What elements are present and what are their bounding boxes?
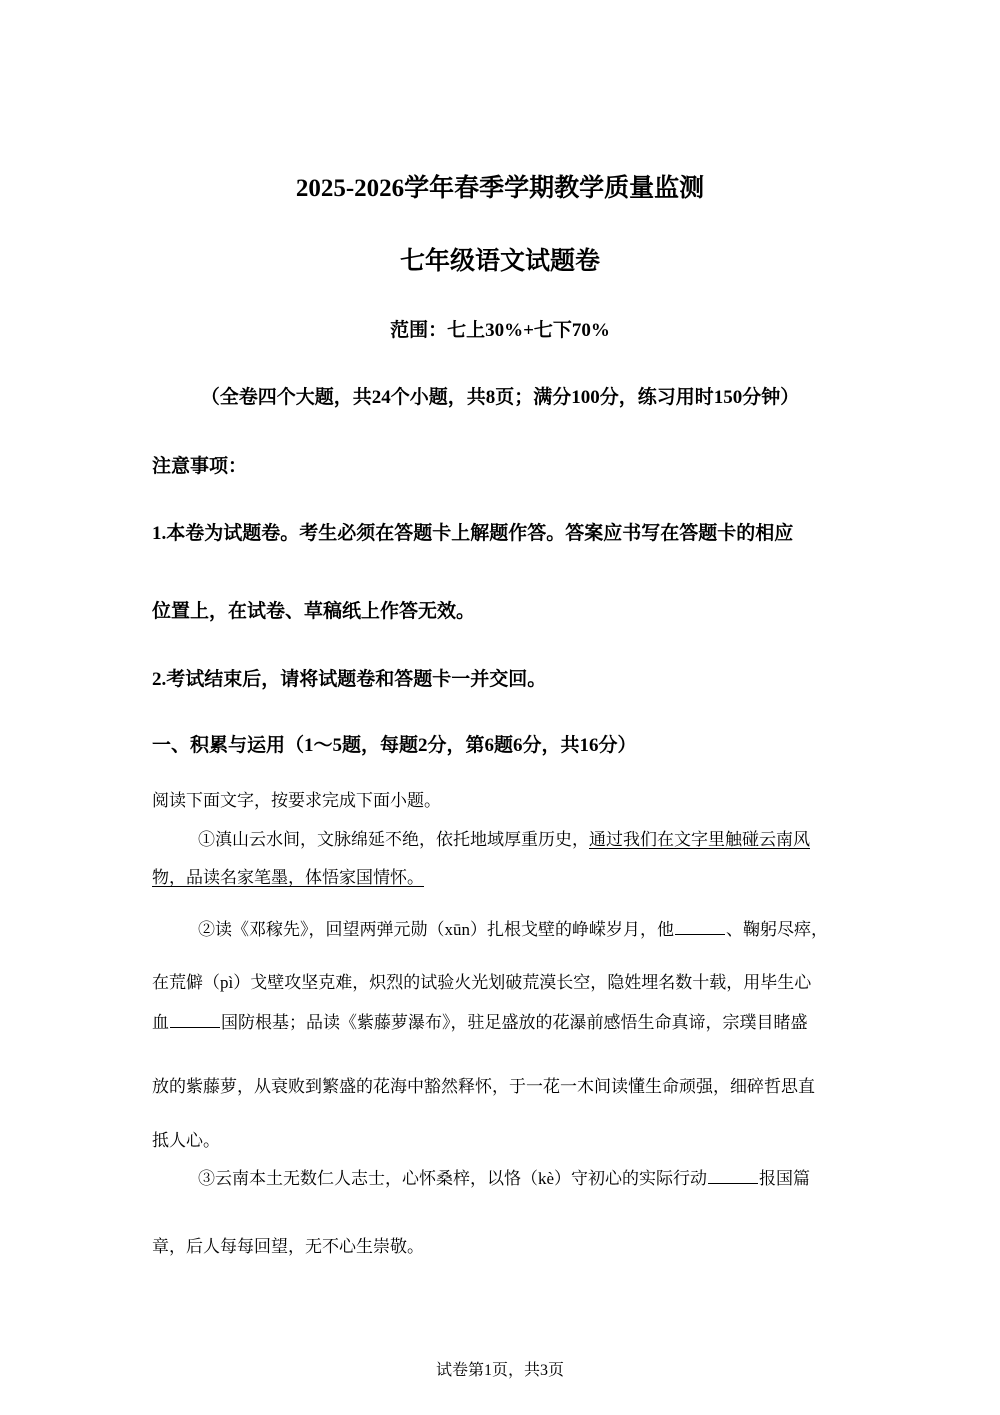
exam-subtitle: 七年级语文试题卷 <box>399 248 600 275</box>
paragraph-2-line-5: 抵人心。 <box>152 1131 220 1150</box>
exam-scope: 范围：七上30%+七下70% <box>390 320 610 341</box>
paragraph-2-text: 国防根基；品读《紫藤萝瀑布》，驻足盛放的花瀑前感悟生命真谛，宗璞目睹盛 <box>221 1013 808 1032</box>
section-1-intro: 阅读下面文字，按要求完成下面小题。 <box>152 791 441 810</box>
section-1-heading: 一、积累与运用（1～5题，每题2分，第6题6分，共16分） <box>152 735 637 756</box>
paragraph-2-line-4: 放的紫藤萝，从衰败到繁盛的花海中豁然释怀，于一花一木间读懂生命顽强，细碎哲思直 <box>152 1077 815 1096</box>
paragraph-3-line-2: 章，后人每每回望，无不心生崇敬。 <box>152 1237 424 1256</box>
exam-info: （全卷四个大题，共24个小题，共8页；满分100分，练习用时150分钟） <box>200 387 800 408</box>
fill-blank <box>170 1013 220 1028</box>
paragraph-3-text: ③云南本土无数仁人志士，心怀桑梓，以恪（kè）守初心的实际行动 <box>198 1169 708 1188</box>
page-footer: 试卷第1页，共3页 <box>435 1362 564 1379</box>
paragraph-2-line-1 <box>198 915 828 940</box>
note-item-1-line-1: 1.本卷为试题卷。考生必须在答题卡上解题作答。答案应书写在答题卡的相应 <box>152 523 794 544</box>
paragraph-1-line-2 <box>152 863 424 888</box>
exam-title: 2025-2026学年春季学期教学质量监测 <box>295 175 705 202</box>
notes-heading: 注意事项： <box>152 456 248 477</box>
note-item-1-line-2: 位置上，在试卷、草稿纸上作答无效。 <box>152 601 476 622</box>
paragraph-3-line-1 <box>198 1164 810 1189</box>
paragraph-1-line-1 <box>198 825 810 850</box>
paragraph-1-underlined-sentence: 通过我们在文字里触碰云南风 <box>589 830 810 849</box>
paragraph-2-text: ②读《邓稼先》，回望两弹元勋（xūn）扎根戈壁的峥嵘岁月，他 <box>198 920 674 939</box>
paragraph-2-text: 血 <box>152 1013 169 1032</box>
paragraph-2-line-3 <box>152 1008 808 1033</box>
paragraph-2-line-2: 在荒僻（pì）戈壁攻坚克难，炽烈的试验火光划破荒漠长空，隐姓埋名数十载，用毕生心 <box>152 973 812 992</box>
note-item-2: 2.考试结束后，请将试题卷和答题卡一并交回。 <box>152 669 547 690</box>
fill-blank <box>675 920 725 935</box>
paragraph-2-text: 、鞠躬尽瘁， <box>726 920 828 939</box>
fill-blank <box>708 1169 758 1184</box>
paragraph-3-text: 报国篇 <box>759 1169 811 1188</box>
paragraph-1-text: ①滇山云水间，文脉绵延不绝，依托地域厚重历史， <box>198 830 589 849</box>
paragraph-1-underlined-sentence-cont: 物，品读名家笔墨，体悟家国情怀。 <box>152 868 424 887</box>
